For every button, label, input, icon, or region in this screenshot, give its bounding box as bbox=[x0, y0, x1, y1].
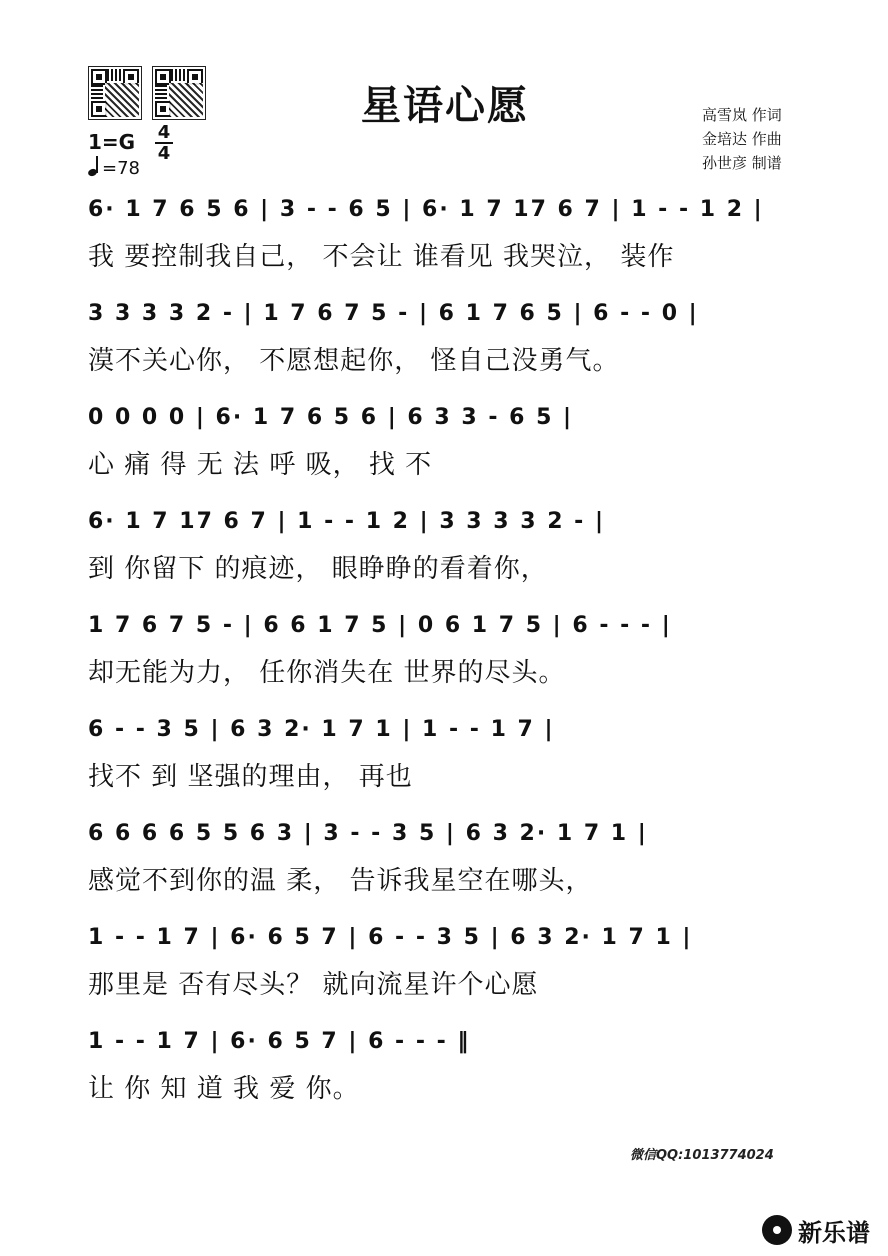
lyrics-line: 却无能为力， 任你消失在 世界的尽头。 bbox=[88, 658, 566, 688]
lyrics-line: 感觉不到你的温 柔， 告诉我星空在哪头， bbox=[88, 866, 593, 896]
site-logo bbox=[762, 1210, 870, 1250]
notation-line: 6 - - 3 5 | 6 3 2· 1 7 1 | 1 - - 1 7 | bbox=[88, 717, 555, 742]
composer-credit: 金培达 作曲 bbox=[702, 130, 782, 148]
notation-line: 1 - - 1 7 | 6· 6 5 7 | 6 - - - ‖ bbox=[88, 1029, 471, 1054]
notation-line: 6 6 6 6 5 5 6 3 | 3 - - 3 5 | 6 3 2· 1 7 1 | bbox=[88, 821, 648, 846]
lyrics-line: 漠不关心你， 不愿想起你， 怪自己没勇气。 bbox=[88, 346, 620, 376]
logo-text: 新乐谱 bbox=[798, 1218, 870, 1247]
contact-qq: 微信QQ:1013774024 bbox=[630, 1148, 774, 1163]
notation-line: 1 7 6 7 5 - | 6 6 1 7 5 | 0 6 1 7 5 | 6 - - - | bbox=[88, 613, 672, 638]
notation-line: 1 - - 1 7 | 6· 6 5 7 | 6 - - 3 5 | 6 3 2· 1 7 1 | bbox=[88, 925, 693, 950]
qr-code-left bbox=[88, 66, 142, 120]
lyrics-line: 我 要控制我自己， 不会让 谁看见 我哭泣， 装作 bbox=[88, 242, 675, 272]
quarter-note-icon bbox=[88, 156, 102, 176]
record-disc-icon bbox=[762, 1215, 792, 1245]
key-signature: 1=G bbox=[88, 130, 136, 154]
lyrics-line: 让 你 知 道 我 爱 你。 bbox=[88, 1074, 360, 1104]
qr-code-right bbox=[152, 66, 206, 120]
lyrics-line: 到 你留下 的痕迹， 眼睁睁的看着你， bbox=[88, 554, 548, 584]
time-signature: 4 4 bbox=[155, 124, 173, 162]
notation-line: 3 3 3 3 2 - | 1 7 6 7 5 - | 6 1 7 6 5 | 6 - - 0 | bbox=[88, 301, 699, 326]
lyrics-line: 心 痛 得 无 法 呼 吸， 找 不 bbox=[88, 450, 433, 480]
notation-line: 6· 1 7 17 6 7 | 1 - - 1 2 | 3 3 3 3 2 - | bbox=[88, 509, 605, 534]
lyrics-line: 那里是 否有尽头？ 就向流星许个心愿 bbox=[88, 970, 539, 1000]
lyrics-line: 找不 到 坚强的理由， 再也 bbox=[88, 762, 413, 792]
transcriber-credit: 孙世彦 制谱 bbox=[702, 154, 782, 172]
song-title: 星语心愿 bbox=[361, 82, 529, 129]
notation-line: 0 0 0 0 | 6· 1 7 6 5 6 | 6 3 3 - 6 5 | bbox=[88, 405, 574, 430]
tempo-marking: =78 bbox=[88, 156, 140, 179]
lyricist-credit: 高雪岚 作词 bbox=[702, 106, 782, 124]
notation-line: 6· 1 7 6 5 6 | 3 - - 6 5 | 6· 1 7 17 6 7 | 1 - - 1 2 | bbox=[88, 197, 764, 222]
